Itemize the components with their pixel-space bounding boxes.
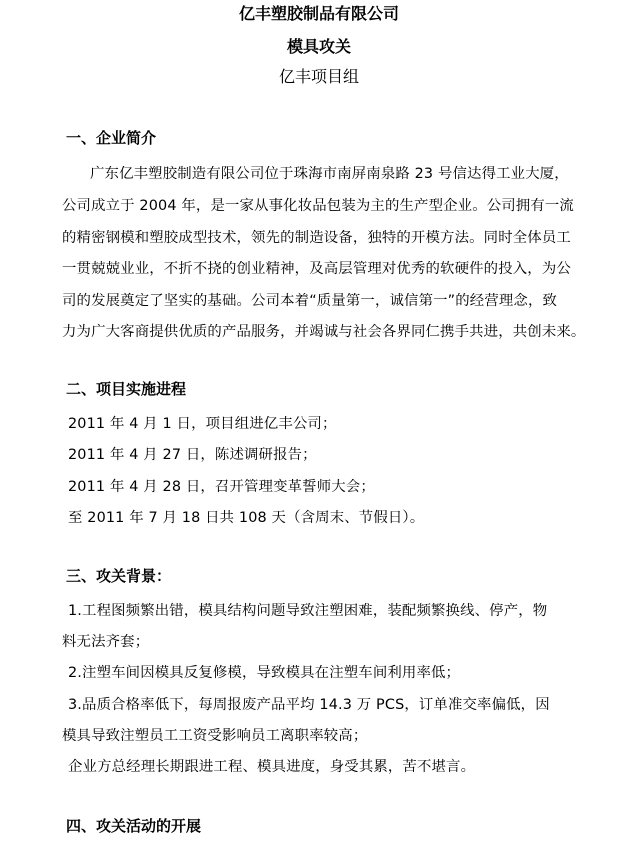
team-subtitle: 亿丰项目组 [278,67,359,86]
intro-line-5: 司的发展奠定了坚实的基础。公司本着“质量第一，诚信第一”的经营理念，致 [62,293,558,309]
intro-line-2: 公司成立于 2004 年，是一家从事化妆品包装为主的生产型企业。公司拥有一流 [62,198,574,214]
project-title: 模具攻关 [286,37,351,56]
intro-line-6: 力为广大客商提供优质的产品服务，并竭诚与社会各界同仁携手共进，共创未来。 [62,324,586,340]
intro-line-1: 广东亿丰塑胶制造有限公司位于珠海市南屏南泉路 23 号信达得工业大厦， [90,166,569,182]
progress-line-2: 2011 年 4 月 27 日，陈述调研报告； [68,447,317,463]
progress-line-3: 2011 年 4 月 28 日，召开管理变革誓师大会； [68,479,375,495]
background-line-3: 2.注塑车间因模具反复修模，导致模具在注塑车间利用率低； [68,665,461,681]
section-heading-background: 三、攻关背景： [66,567,172,585]
section-heading-activities: 四、攻关活动的开展 [66,817,202,835]
intro-line-4: 一贯兢兢业业，不折不挠的创业精神，及高层管理对优秀的软硬件的投入，为公 [62,261,571,277]
background-line-1: 1.工程图频繁出错，模具结构问题导致注塑困难，装配频繁换线、停产，物 [68,603,548,619]
section-heading-intro: 一、企业简介 [66,129,157,147]
company-title: 亿丰塑胶制品有限公司 [238,4,399,23]
progress-line-4: 至 2011 年 7 月 18 日共 108 天（含周末、节假日）。 [68,510,425,526]
background-line-2: 料无法齐套； [62,634,150,650]
progress-line-1: 2011 年 4 月 1 日，项目组进亿丰公司； [68,416,337,432]
background-line-6: 企业方总经理长期跟进工程、模具进度，身受其累，苦不堪言。 [68,759,476,775]
section-heading-progress: 二、项目实施进程 [66,380,187,398]
background-line-4: 3.品质合格率低下，每周报废产品平均 14.3 万 PCS，订单准交率偏低，因 [68,697,550,713]
intro-line-3: 的精密钢模和塑胶成型技术，领先的制造设备，独特的开模方法。同时全体员工 [62,230,571,246]
background-line-5: 模具导致注塑员工工资受影响员工离职率较高； [62,728,368,744]
